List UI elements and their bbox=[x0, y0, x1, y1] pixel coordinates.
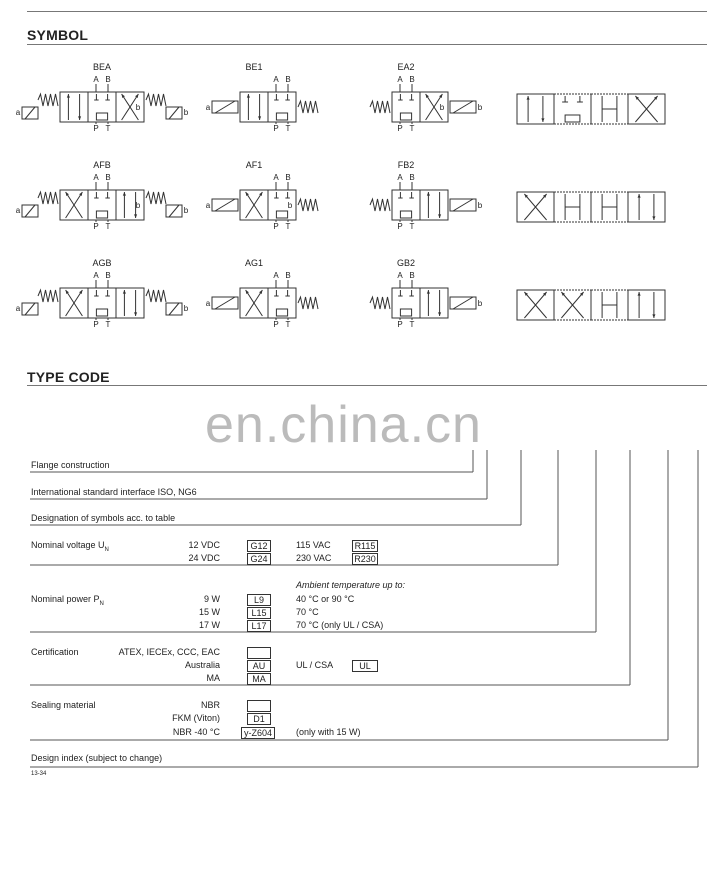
svg-text:A: A bbox=[397, 75, 403, 84]
svg-text:T: T bbox=[409, 320, 415, 329]
voltage-12vdc: 12 VDC bbox=[188, 540, 220, 550]
voltage-115vac: 115 VAC bbox=[296, 540, 331, 550]
svg-text:B: B bbox=[285, 271, 291, 280]
svg-text:P: P bbox=[93, 222, 99, 231]
seal-nbr-40: NBR -40 °C bbox=[172, 727, 220, 737]
svg-text:b: b bbox=[135, 103, 141, 112]
svg-text:T: T bbox=[285, 124, 291, 133]
symbols-designation-label: Designation of symbols acc. to table bbox=[31, 513, 176, 523]
svg-text:A: A bbox=[93, 271, 99, 280]
interface-label: International standard interface ISO, NG6 bbox=[31, 487, 197, 497]
svg-text:a: a bbox=[15, 108, 21, 117]
svg-text:T: T bbox=[105, 124, 111, 133]
symbol-name-ea2: EA2 bbox=[397, 62, 415, 72]
svg-text:P: P bbox=[273, 222, 279, 231]
svg-text:T: T bbox=[409, 222, 415, 231]
code-box-g12: G12 bbox=[247, 540, 271, 552]
voltage-24vdc: 24 VDC bbox=[188, 553, 220, 563]
svg-text:B: B bbox=[105, 75, 111, 84]
svg-text:B: B bbox=[285, 75, 291, 84]
power-9w: 9 W bbox=[203, 594, 220, 604]
svg-text:A: A bbox=[273, 173, 279, 182]
svg-text:B: B bbox=[285, 173, 291, 182]
svg-text:b: b bbox=[183, 206, 189, 215]
code-box-l9: L9 bbox=[247, 594, 271, 606]
cert-ul-csa: UL / CSA bbox=[296, 660, 334, 670]
svg-text:B: B bbox=[409, 271, 415, 280]
code-box-l17: L17 bbox=[247, 620, 271, 632]
symbol-name-be1: BE1 bbox=[245, 62, 263, 72]
svg-text:P: P bbox=[397, 320, 403, 329]
svg-text:P: P bbox=[397, 222, 403, 231]
svg-text:b: b bbox=[477, 103, 483, 112]
svg-text:P: P bbox=[93, 320, 99, 329]
code-box-r115: R115 bbox=[352, 540, 378, 552]
symbol-name-ag1: AG1 bbox=[244, 258, 264, 268]
svg-text:b: b bbox=[439, 103, 445, 112]
watermark-text: en.china.cn bbox=[205, 396, 482, 454]
code-box-seal-blank bbox=[247, 700, 271, 712]
svg-text:B: B bbox=[105, 271, 111, 280]
svg-text:P: P bbox=[273, 320, 279, 329]
svg-text:T: T bbox=[409, 124, 415, 133]
svg-text:a: a bbox=[15, 304, 21, 313]
code-box-au: AU bbox=[247, 660, 271, 672]
code-box-r230: R230 bbox=[352, 553, 378, 565]
svg-text:A: A bbox=[273, 271, 279, 280]
svg-text:a: a bbox=[205, 103, 211, 112]
power-17w: 17 W bbox=[198, 620, 220, 630]
code-box-g24: G24 bbox=[247, 553, 271, 565]
section-title-symbol: SYMBOL bbox=[27, 27, 89, 43]
svg-text:a: a bbox=[205, 201, 211, 210]
svg-text:A: A bbox=[93, 75, 99, 84]
svg-text:b: b bbox=[135, 201, 141, 210]
svg-text:T: T bbox=[105, 222, 111, 231]
design-index-label: Design index (subject to change) bbox=[31, 753, 163, 763]
svg-text:B: B bbox=[409, 173, 415, 182]
seal-nbr: NBR bbox=[200, 700, 220, 710]
svg-text:T: T bbox=[285, 222, 291, 231]
symbol-name-bea: BEA bbox=[92, 62, 112, 72]
svg-text:T: T bbox=[285, 320, 291, 329]
code-box-d1: D1 bbox=[247, 713, 271, 725]
cert-australia: Australia bbox=[184, 660, 220, 670]
code-box-ul: UL bbox=[352, 660, 378, 672]
voltage-230vac: 230 VAC bbox=[296, 553, 332, 563]
section-title-type-code: TYPE CODE bbox=[27, 369, 110, 385]
svg-text:b: b bbox=[183, 304, 189, 313]
symbol-name-af1: AF1 bbox=[245, 160, 263, 170]
svg-text:B: B bbox=[409, 75, 415, 84]
code-box-y-z604: y-Z604 bbox=[241, 727, 275, 739]
svg-text:P: P bbox=[93, 124, 99, 133]
code-box-cert-blank bbox=[247, 647, 271, 659]
ambient-temperature-heading: Ambient temperature up to: bbox=[296, 580, 406, 590]
nominal-power-label: Nominal power $P_N$ bbox=[31, 594, 104, 607]
svg-text:a: a bbox=[205, 299, 211, 308]
svg-text:A: A bbox=[397, 173, 403, 182]
symbol-name-fb2: FB2 bbox=[397, 160, 415, 170]
temp-15w: 70 °C bbox=[296, 607, 319, 617]
svg-text:b: b bbox=[477, 201, 483, 210]
code-box-ma: MA bbox=[247, 673, 271, 685]
power-15w: 15 W bbox=[198, 607, 220, 617]
symbol-name-agb: AGB bbox=[92, 258, 112, 268]
flange-construction-label: Flange construction bbox=[31, 460, 110, 470]
svg-text:T: T bbox=[105, 320, 111, 329]
code-box-l15: L15 bbox=[247, 607, 271, 619]
page-number: 13-34 bbox=[31, 771, 47, 777]
symbol-name-gb2: GB2 bbox=[396, 258, 416, 268]
nominal-voltage-label: Nominal voltage $U_N$ bbox=[31, 540, 109, 553]
svg-text:A: A bbox=[397, 271, 403, 280]
cert-atex: ATEX, IECEx, CCC, EAC bbox=[118, 647, 220, 657]
temp-17w: 70 °C (only UL / CSA) bbox=[296, 620, 384, 630]
svg-text:P: P bbox=[397, 124, 403, 133]
cert-ma: MA bbox=[206, 673, 220, 683]
sealing-material-label: Sealing material bbox=[31, 700, 96, 710]
certification-label: Certification bbox=[31, 647, 79, 657]
seal-fkm: FKM (Viton) bbox=[172, 713, 220, 723]
svg-text:b: b bbox=[183, 108, 189, 117]
svg-text:b: b bbox=[477, 299, 483, 308]
svg-text:b: b bbox=[287, 201, 293, 210]
svg-text:A: A bbox=[93, 173, 99, 182]
svg-text:B: B bbox=[105, 173, 111, 182]
symbol-name-afb: AFB bbox=[93, 160, 111, 170]
temp-9w: 40 °C or 90 °C bbox=[296, 594, 355, 604]
svg-text:A: A bbox=[273, 75, 279, 84]
seal-note: (only with 15 W) bbox=[296, 727, 361, 737]
svg-text:a: a bbox=[15, 206, 21, 215]
svg-text:P: P bbox=[273, 124, 279, 133]
